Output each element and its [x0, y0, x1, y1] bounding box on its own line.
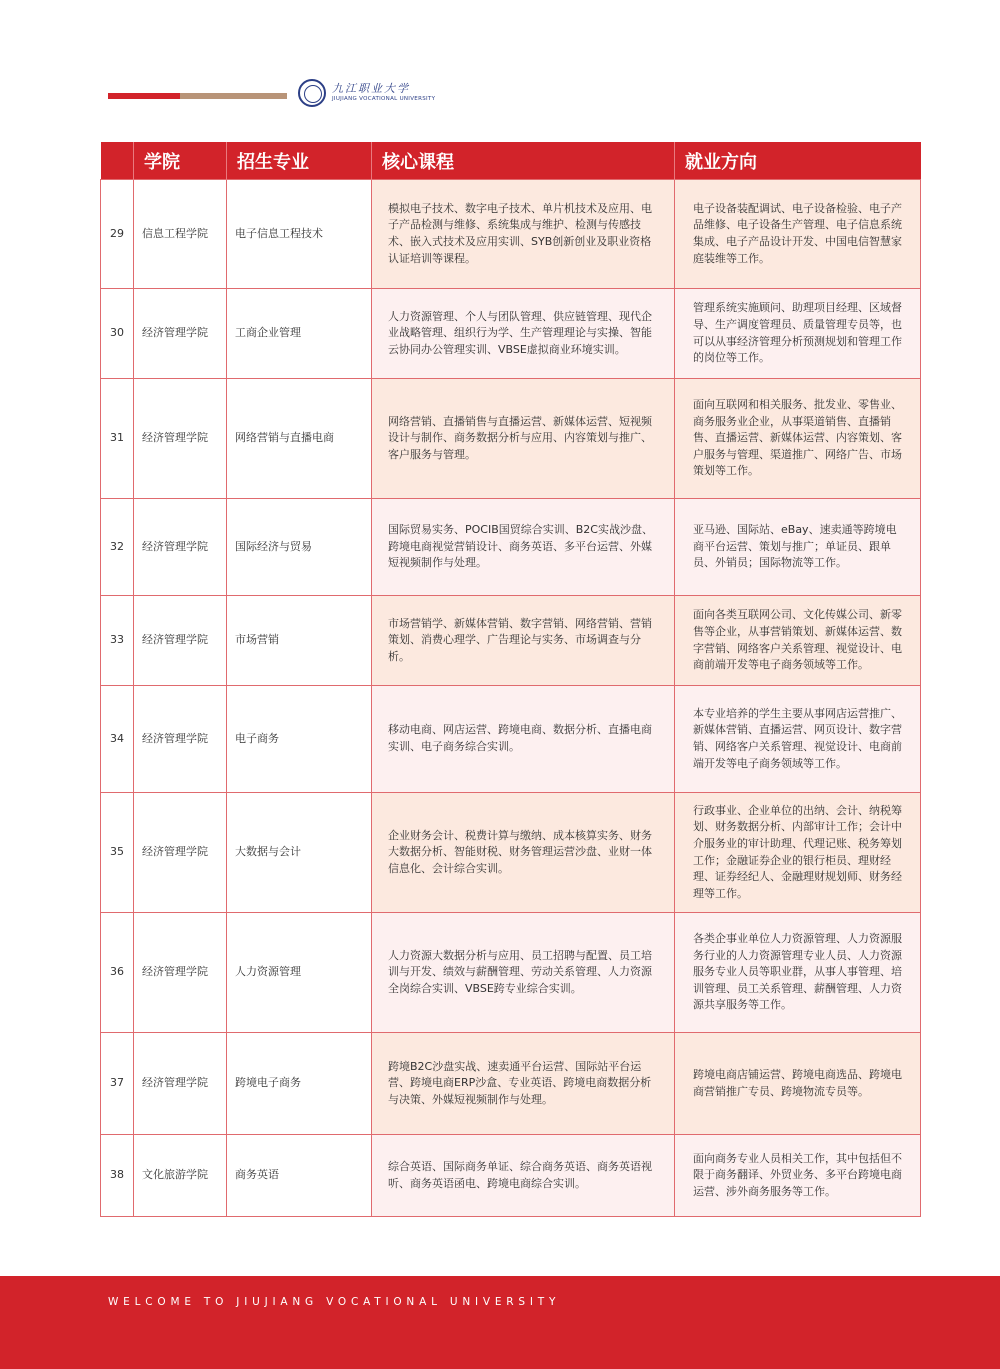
row-courses: 国际贸易实务、POCIB国贸综合实训、B2C实战沙盘、跨境电商视觉营销设计、商务英语、多平台运营、外媒短视频制作与处理。 [372, 499, 675, 596]
footer-band [0, 1276, 1000, 1369]
row-number: 35 [101, 793, 134, 913]
row-number: 29 [101, 180, 134, 289]
row-major: 电子商务 [227, 686, 372, 793]
row-courses: 市场营销学、新媒体营销、数字营销、网络营销、营销策划、消费心理学、广告理论与实务、市场调查与分析。 [372, 596, 675, 686]
university-seal-icon [298, 79, 326, 107]
row-college: 信息工程学院 [134, 180, 227, 289]
row-courses: 人力资源大数据分析与应用、员工招聘与配置、员工培训与开发、绩效与薪酬管理、劳动关系管理、人力资源全岗综合实训、VBSE跨专业综合实训。 [372, 913, 675, 1033]
header-accent-tan [180, 93, 287, 99]
table-row [101, 1135, 921, 1217]
row-careers: 管理系统实施顾问、助理项目经理、区域督导、生产调度管理员、质量管理专员等，也可以从事经济管理分析预测规划和管理工作的岗位等工作。 [675, 289, 921, 379]
table-header-row [101, 142, 921, 180]
header-college: 学院 [134, 142, 227, 180]
row-number: 38 [101, 1135, 134, 1217]
row-college: 经济管理学院 [134, 913, 227, 1033]
row-number: 31 [101, 379, 134, 499]
header-careers: 就业方向 [675, 142, 921, 180]
table-row [101, 499, 921, 596]
row-major: 市场营销 [227, 596, 372, 686]
row-college: 经济管理学院 [134, 289, 227, 379]
logo-chinese-name: 九江职业大学 [332, 82, 410, 96]
row-number: 34 [101, 686, 134, 793]
row-major: 人力资源管理 [227, 913, 372, 1033]
row-careers: 各类企事业单位人力资源管理、人力资源服务行业的人力资源管理专业人员、人力资源服务专业人员等职业群，从事人事管理、培训管理、员工关系管理、薪酬管理、人力资源共享服务等工作。 [675, 913, 921, 1033]
row-major: 网络营销与直播电商 [227, 379, 372, 499]
header-courses: 核心课程 [372, 142, 675, 180]
table-row [101, 379, 921, 499]
table-row [101, 180, 921, 289]
row-college: 文化旅游学院 [134, 1135, 227, 1217]
table-row [101, 913, 921, 1033]
header-major: 招生专业 [227, 142, 372, 180]
row-major: 大数据与会计 [227, 793, 372, 913]
row-college: 经济管理学院 [134, 686, 227, 793]
row-major: 商务英语 [227, 1135, 372, 1217]
row-number: 33 [101, 596, 134, 686]
header-index [101, 142, 134, 180]
table-row [101, 596, 921, 686]
header-accent-red [108, 93, 180, 99]
row-careers: 面向互联网和相关服务、批发业、零售业、商务服务业企业，从事渠道销售、直播销售、直播运营、新媒体运营、内容策划、客户服务与管理、渠道推广、网络广告、市场策划等工作。 [675, 379, 921, 499]
row-number: 37 [101, 1033, 134, 1135]
footer-welcome-text: WELCOME TO JIUJIANG VOCATIONAL UNIVERSITY [108, 1296, 561, 1308]
row-courses: 企业财务会计、税费计算与缴纳、成本核算实务、财务大数据分析、智能财税、财务管理运营沙盘、业财一体信息化、会计综合实训。 [372, 793, 675, 913]
row-college: 经济管理学院 [134, 499, 227, 596]
row-major: 工商企业管理 [227, 289, 372, 379]
row-major: 国际经济与贸易 [227, 499, 372, 596]
row-college: 经济管理学院 [134, 1033, 227, 1135]
row-major: 跨境电子商务 [227, 1033, 372, 1135]
row-college: 经济管理学院 [134, 379, 227, 499]
row-courses: 综合英语、国际商务单证、综合商务英语、商务英语视听、商务英语函电、跨境电商综合实训。 [372, 1135, 675, 1217]
row-number: 36 [101, 913, 134, 1033]
row-careers: 行政事业、企业单位的出纳、会计、纳税筹划、财务数据分析、内部审计工作；会计中介服务业的审计助理、代理记账、税务筹划工作；金融证券企业的银行柜员、理财经理、证券经纪人、金融理财规划师、财务经理等工作。 [675, 793, 921, 913]
row-number: 32 [101, 499, 134, 596]
table-row [101, 793, 921, 913]
row-courses: 跨境B2C沙盘实战、速卖通平台运营、国际站平台运营、跨境电商ERP沙盒、专业英语、跨境电商数据分析与决策、外媒短视频制作与处理。 [372, 1033, 675, 1135]
row-careers: 本专业培养的学生主要从事网店运营推广、新媒体营销、直播运营、网页设计、数字营销、网络客户关系管理、视觉设计、电商前端开发等电子商务领域等工作。 [675, 686, 921, 793]
table-row [101, 1033, 921, 1135]
university-logo [298, 78, 435, 108]
row-careers: 跨境电商店铺运营、跨境电商选品、跨境电商营销推广专员、跨境物流专员等。 [675, 1033, 921, 1135]
row-careers: 亚马逊、国际站、eBay、速卖通等跨境电商平台运营、策划与推广；单证员、跟单员、外销员；国际物流等工作。 [675, 499, 921, 596]
row-careers: 面向各类互联网公司、文化传媒公司、新零售等企业，从事营销策划、新媒体运营、数字营销、网络客户关系管理、视觉设计、电商前端开发等电子商务领域等工作。 [675, 596, 921, 686]
row-courses: 模拟电子技术、数字电子技术、单片机技术及应用、电子产品检测与维修、系统集成与维护、检测与传感技术、嵌入式技术及应用实训、SYB创新创业及职业资格认证培训等课程。 [372, 180, 675, 289]
row-careers: 电子设备装配调试、电子设备检验、电子产品维修、电子设备生产管理、电子信息系统集成、电子产品设计开发、中国电信智慧家庭装维等工作。 [675, 180, 921, 289]
row-courses: 人力资源管理、个人与团队管理、供应链管理、现代企业战略管理、组织行为学、生产管理理论与实操、智能云协同办公管理实训、VBSE虚拟商业环境实训。 [372, 289, 675, 379]
row-college: 经济管理学院 [134, 793, 227, 913]
majors-table [100, 142, 921, 1217]
row-careers: 面向商务专业人员相关工作，其中包括但不限于商务翻译、外贸业务、多平台跨境电商运营、涉外商务服务等工作。 [675, 1135, 921, 1217]
row-number: 30 [101, 289, 134, 379]
row-courses: 移动电商、网店运营、跨境电商、数据分析、直播电商实训、电子商务综合实训。 [372, 686, 675, 793]
row-college: 经济管理学院 [134, 596, 227, 686]
table-row [101, 289, 921, 379]
logo-english-name: JIUJIANG VOCATIONAL UNIVERSITY [332, 96, 436, 103]
row-major: 电子信息工程技术 [227, 180, 372, 289]
row-courses: 网络营销、直播销售与直播运营、新媒体运营、短视频设计与制作、商务数据分析与应用、内容策划与推广、客户服务与管理。 [372, 379, 675, 499]
table-row [101, 686, 921, 793]
